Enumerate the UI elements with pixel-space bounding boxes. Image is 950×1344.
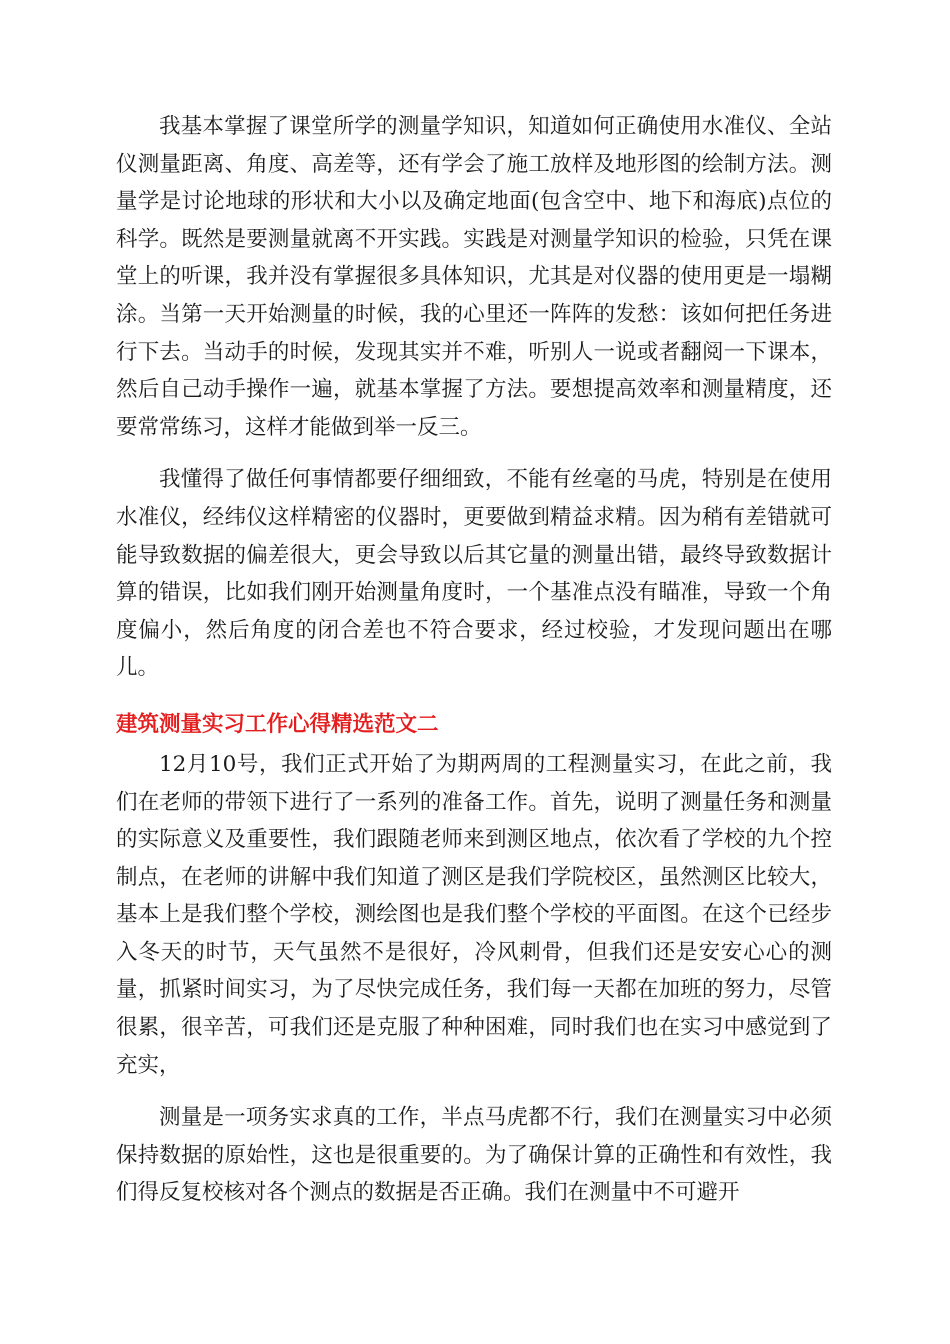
- body-paragraph: 我基本掌握了课堂所学的测量学知识，知道如何正确使用水准仪、全站仪测量距离、角度、高差等，还有学会了施工放样及地形图的绘制方法。测量学是讨论地球的形状和大小以及确定地面(包含空中、地下和海底)点位的科学。既然是要测量就离不开实践。实践是对测量学知识的检验，只凭在课堂上的听课，我并没有掌握很多具体知识，尤其是对仪器的使用更是一塌糊涂。当第一天开始测量的时候，我的心里还一阵阵的发愁：该如何把任务进行下去。当动手的时候，发现其实并不难，听别人一说或者翻阅一下课本，然后自己动手操作一遍，就基本掌握了方法。要想提高效率和测量精度，还要常常练习，这样才能做到举一反三。: [116, 114, 832, 440]
- body-paragraph: 我懂得了做任何事情都要仔细细致，不能有丝毫的马虎，特别是在使用水准仪，经纬仪这样精密的仪器时，更要做到精益求精。因为稍有差错就可能导致数据的偏差很大，更会导致以后其它量的测量出错，最终导致数据计算的错误，比如我们刚开始测量角度时，一个基准点没有瞄准，导致一个角度偏小，然后角度的闭合差也不符合要求，经过校验，才发现问题出在哪儿。: [116, 467, 832, 681]
- body-paragraph: 测量是一项务实求真的工作，半点马虎都不行，我们在测量实习中必须保持数据的原始性，这也是很重要的。为了确保计算的正确性和有效性，我们得反复校核对各个测点的数据是否正确。我们在测量中不可避开: [116, 1105, 832, 1206]
- section-heading: 建筑测量实习工作心得精选范文二: [116, 711, 439, 737]
- body-paragraph: 12月10号，我们正式开始了为期两周的工程测量实习，在此之前，我们在老师的带领下进行了一系列的准备工作。首先，说明了测量任务和测量的实际意义及重要性，我们跟随老师来到测区地点，依次看了学校的九个控制点，在老师的讲解中我们知道了测区是我们学院校区，虽然测区比较大，基本上是我们整个学校，测绘图也是我们整个学校的平面图。在这个已经步入冬天的时节，天气虽然不是很好，冷风刺骨，但我们还是安安心心的测量，抓紧时间实习，为了尽快完成任务，我们每一天都在加班的努力，尽管很累，很辛苦，可我们还是克服了种种困难，同时我们也在实习中感觉到了充实，: [116, 751, 832, 1078]
- document-page: [116, 108, 832, 1212]
